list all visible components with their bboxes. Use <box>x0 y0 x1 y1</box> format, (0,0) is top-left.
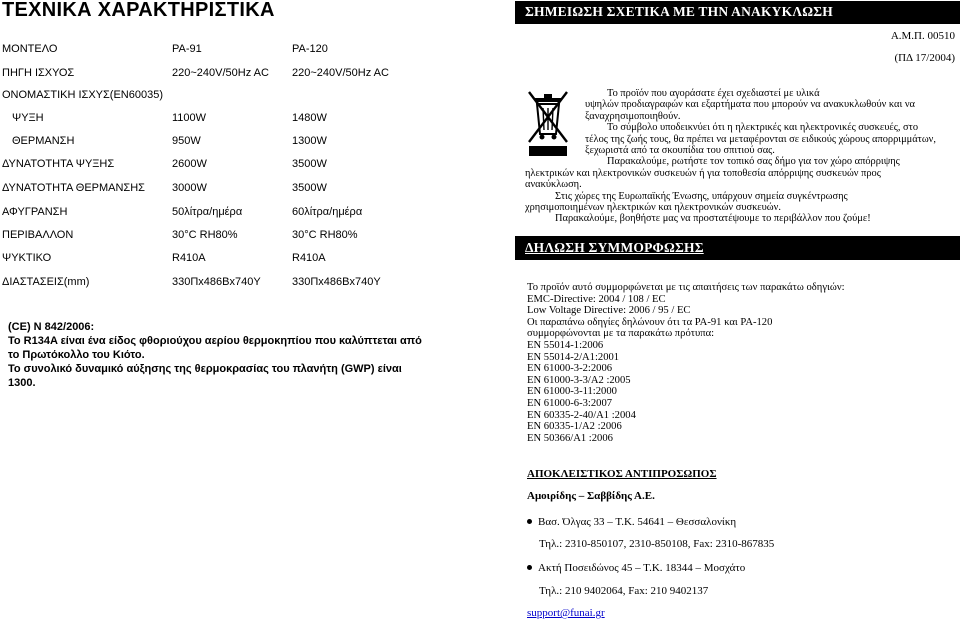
spec-value-pa91: 50λίτρα/ημέρα <box>172 206 243 218</box>
recycle-line: ηλεκτρικών και ηλεκτρονικών συσκευών ή για τοποθεσία απόρριψης συσκευών προς <box>525 167 881 179</box>
address-thessaloniki <box>527 516 736 528</box>
spec-label: ΨΥΞΗ <box>12 112 44 124</box>
note-line: Το R134A είναι ένα είδος φθοριούχου αερίου θερμοκηπίου που καλύπτεται από <box>8 335 422 347</box>
spec-label: ΘΕΡΜΑΝΣΗ <box>12 135 75 147</box>
phone-thessaloniki: Τηλ.: 2310-850107, 2310-850108, Fax: 2310-867835 <box>539 538 775 550</box>
standard-line: EN 50366/A1 :2006 <box>527 432 613 444</box>
specs-title: ΤΕΧΝΙΚΑ ΧΑΡΑΚΤΗΡΙΣΤΙΚΑ <box>2 0 275 21</box>
recycle-line: ξαναχρησιμοποιηθούν. <box>585 110 681 122</box>
spec-label: ΔΙΑΣΤΑΣΕΙΣ(mm) <box>2 276 90 288</box>
recycling-text <box>525 88 955 225</box>
amp-number: Α.Μ.Π. 00510 <box>890 30 955 42</box>
address-moschato <box>527 562 745 574</box>
conformity-line: Low Voltage Directive: 2006 / 95 / EC <box>527 305 691 317</box>
spec-value-pa120: 220~240V/50Hz AC <box>292 67 389 79</box>
spec-value-pa120: 3500W <box>292 158 327 170</box>
spec-value-pa120: 3500W <box>292 182 327 194</box>
recycle-line: Στις χώρες της Ευρωπαϊκής Ένωσης, υπάρχουν σημεία συγκέντρωσης <box>555 190 848 202</box>
recycle-line: Παρακαλούμε, βοηθήστε μας να προστατέψουμε το περιβάλλον που ζούμε! <box>555 213 871 225</box>
conformity-line: EMC-Directive: 2004 / 108 / EC <box>527 293 666 305</box>
standard-line: EN 61000-3-11:2000 <box>527 386 617 398</box>
standard-line: EN 61000-3-2:2006 <box>527 363 613 375</box>
address-text: Ακτή Ποσειδώνος 45 – Τ.Κ. 18344 – Μοσχάτο <box>538 562 746 574</box>
standard-line: EN 61000-3-3/A2 :2005 <box>527 374 631 386</box>
note-line: 1300. <box>8 377 36 389</box>
recycle-line: Το σύμβολο υποδεικνύει ότι η ηλεκτρικές και ηλεκτρονικές συσκευές, στο <box>607 122 919 134</box>
spec-value-pa120: 1300W <box>292 135 327 147</box>
fgas-note <box>8 320 448 390</box>
standard-line: EN 55014-1:2006 <box>527 339 604 351</box>
spec-value-pa91: 2600W <box>172 158 207 170</box>
spec-label: ΔΥΝΑΤΟΤΗΤΑ ΘΕΡΜΑΝΣΗΣ <box>2 182 145 194</box>
spec-value-pa91: 3000W <box>172 182 207 194</box>
support-email-link[interactable]: support@funai.gr <box>527 607 605 619</box>
spec-value-pa91: 30°C RH80% <box>172 229 238 241</box>
recycle-line: ξεχωριστά από τα σκουπίδια του σπιτιού σας. <box>585 145 775 157</box>
spec-value-pa91: 1100W <box>172 112 207 124</box>
recycle-line: ανακύκλωση. <box>525 179 582 191</box>
recycling-heading: ΣΗΜΕΙΩΣΗ ΣΧΕΤΙΚΑ ΜΕ ΤΗΝ ΑΝΑΚΥΚΛΩΣΗ <box>515 1 960 24</box>
standard-line: EN 60335-1/A2 :2006 <box>527 421 622 433</box>
spec-value-pa91: 220~240V/50Hz AC <box>172 67 269 79</box>
conformity-heading: ΔΗΛΩΣΗ ΣΥΜΜΟΡΦΩΣΗΣ <box>515 236 960 260</box>
spec-value-pa120: PA-120 <box>292 43 328 55</box>
spec-value-pa120: 60λίτρα/ημέρα <box>292 206 363 218</box>
note-line: το Πρωτόκολλο του Κιότο. <box>8 349 145 361</box>
standard-line: EN 60335-2-40/A1 :2004 <box>527 409 636 421</box>
conformity-text <box>527 282 957 444</box>
spec-value-pa91: 330Πx486Bx740Y <box>172 276 261 288</box>
pd-reference: (ΠΔ 17/2004) <box>894 52 955 64</box>
spec-value-pa91: 950W <box>172 135 201 147</box>
spec-value-pa120: R410A <box>292 252 326 264</box>
spec-value-pa120: 30°C RH80% <box>292 229 358 241</box>
recycle-line: Το προϊόν που αγοράσατε έχει σχεδιαστεί με υλικά <box>607 88 820 99</box>
representative-heading: ΑΠΟΚΛΕΙΣΤΙΚΟΣ ΑΝΤΙΠΡΟΣΩΠΟΣ <box>527 468 717 480</box>
representative-company: Αμοιρίδης – Σαββίδης Α.Ε. <box>527 490 655 502</box>
spec-value-pa120: 330Πx486Bx740Y <box>292 276 381 288</box>
conformity-line: Το προϊόν αυτό συμμορφώνεται με τις απαιτήσεις των παρακάτω οδηγιών: <box>527 282 845 293</box>
spec-label: ΠΗΓΗ ΙΣΧΥΟΣ <box>2 67 75 79</box>
standard-line: EN 61000-6-3:2007 <box>527 397 613 409</box>
phone-moschato: Τηλ.: 210 9402064, Fax: 210 9402137 <box>539 585 709 597</box>
bullet-icon <box>527 565 532 570</box>
recycle-line: υψηλών προδιαγραφών και εξαρτήματα που μπορούν να ανακυκλωθούν και να <box>585 99 916 111</box>
spec-label: ΨΥΚΤΙΚΟ <box>2 252 52 264</box>
address-text: Βασ. Όλγας 33 – Τ.Κ. 54641 – Θεσσαλονίκη <box>538 516 737 528</box>
spec-label: ΑΦΥΓΡΑΝΣΗ <box>2 206 68 218</box>
conformity-line: Οι παραπάνω οδηγίες δηλώνουν ότι τα PA-91 και PA-120 <box>527 316 773 328</box>
spec-value-pa91: PA-91 <box>172 43 202 55</box>
spec-value-pa91: R410A <box>172 252 206 264</box>
conformity-line: συμμορφώνονται με τα παρακάτω πρότυπα: <box>527 328 715 340</box>
right-column <box>515 0 960 623</box>
spec-label: ΠΕΡΙΒΑΛΛΟΝ <box>2 229 74 241</box>
bullet-icon <box>527 519 532 524</box>
spec-label: ΟΝΟΜΑΣΤΙΚΗ ΙΣΧΥΣ(EN60035) <box>2 89 163 101</box>
spec-label: ΔΥΝΑΤΟΤΗΤΑ ΨΥΞΗΣ <box>2 158 115 170</box>
note-line: Το συνολικό δυναμικό αύξησης της θερμοκρασίας του πλανήτη (GWP) είναι <box>8 363 402 375</box>
recycle-line: Παρακαλούμε, ρωτήστε τον τοπικό σας δήμο για τον χώρο απόρριψης <box>607 156 900 168</box>
recycle-line: τέλος της ζωής τους, θα πρέπει να μεταφέρονται σε ειδικούς χώρους απορριμμάτων, <box>585 133 936 145</box>
recycle-line: χρησιμοποιημένων ηλεκτρικών και ηλεκτρονικών συσκευών. <box>525 202 781 214</box>
standard-line: EN 55014-2/A1:2001 <box>527 351 620 363</box>
note-line: (CE) N 842/2006: <box>8 321 95 333</box>
spec-label: ΜΟΝΤΕΛΟ <box>2 43 58 55</box>
spec-value-pa120: 1480W <box>292 112 327 124</box>
